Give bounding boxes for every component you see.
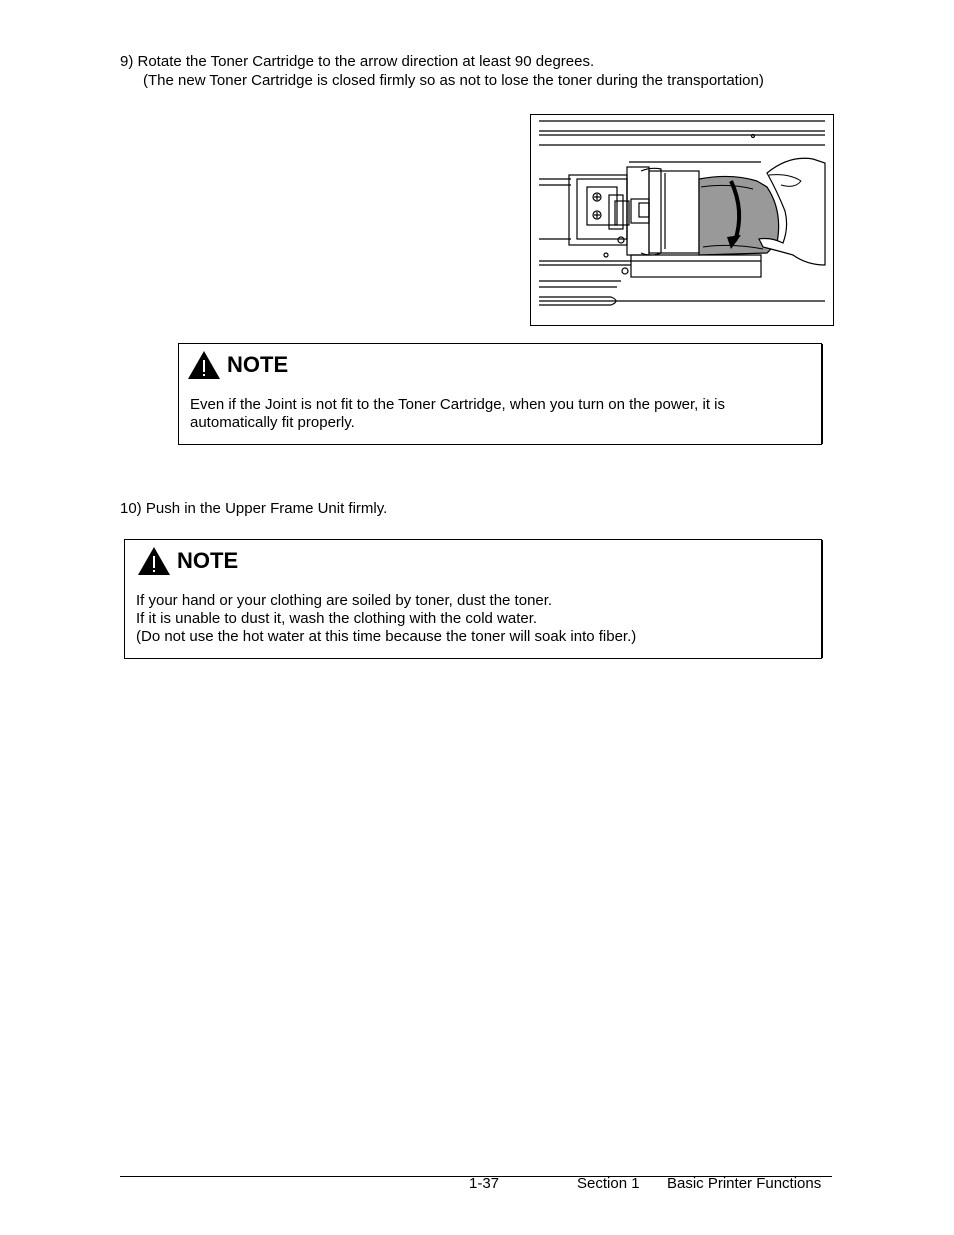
warning-triangle-icon xyxy=(187,350,221,380)
step-9-line-2: (The new Toner Cartridge is closed firmly so as not to lose the toner during the transportation) xyxy=(143,72,764,89)
page-number: 1-37 xyxy=(469,1175,500,1192)
toner-cartridge-illustration xyxy=(530,114,834,326)
note-2-line-2: If it is unable to dust it, wash the clothing with the cold water. xyxy=(136,610,538,627)
note-2-line-1: If your hand or your clothing are soiled by toner, dust the toner. xyxy=(136,592,553,609)
warning-triangle-icon xyxy=(137,546,171,576)
note-2-line-3: (Do not use the hot water at this time because the toner will soak into fiber.) xyxy=(136,628,637,645)
note-1-line-1: Even if the Joint is not fit to the Toner Cartridge, when you turn on the power, it is xyxy=(190,396,726,413)
step-10-line-1: 10) Push in the Upper Frame Unit firmly. xyxy=(120,500,388,517)
step-9-line-1: 9) Rotate the Toner Cartridge to the arrow direction at least 90 degrees. xyxy=(120,53,595,70)
footer-section: Section 1 xyxy=(577,1175,640,1192)
note-box-1 xyxy=(178,343,822,445)
note-title: NOTE xyxy=(177,548,239,573)
toner-cartridge-rotation-icon xyxy=(531,115,833,325)
note-title: NOTE xyxy=(227,352,289,377)
footer-chapter: Basic Printer Functions xyxy=(667,1175,822,1192)
note-1-line-2: automatically fit properly. xyxy=(190,414,355,431)
note-box-2 xyxy=(124,539,822,659)
